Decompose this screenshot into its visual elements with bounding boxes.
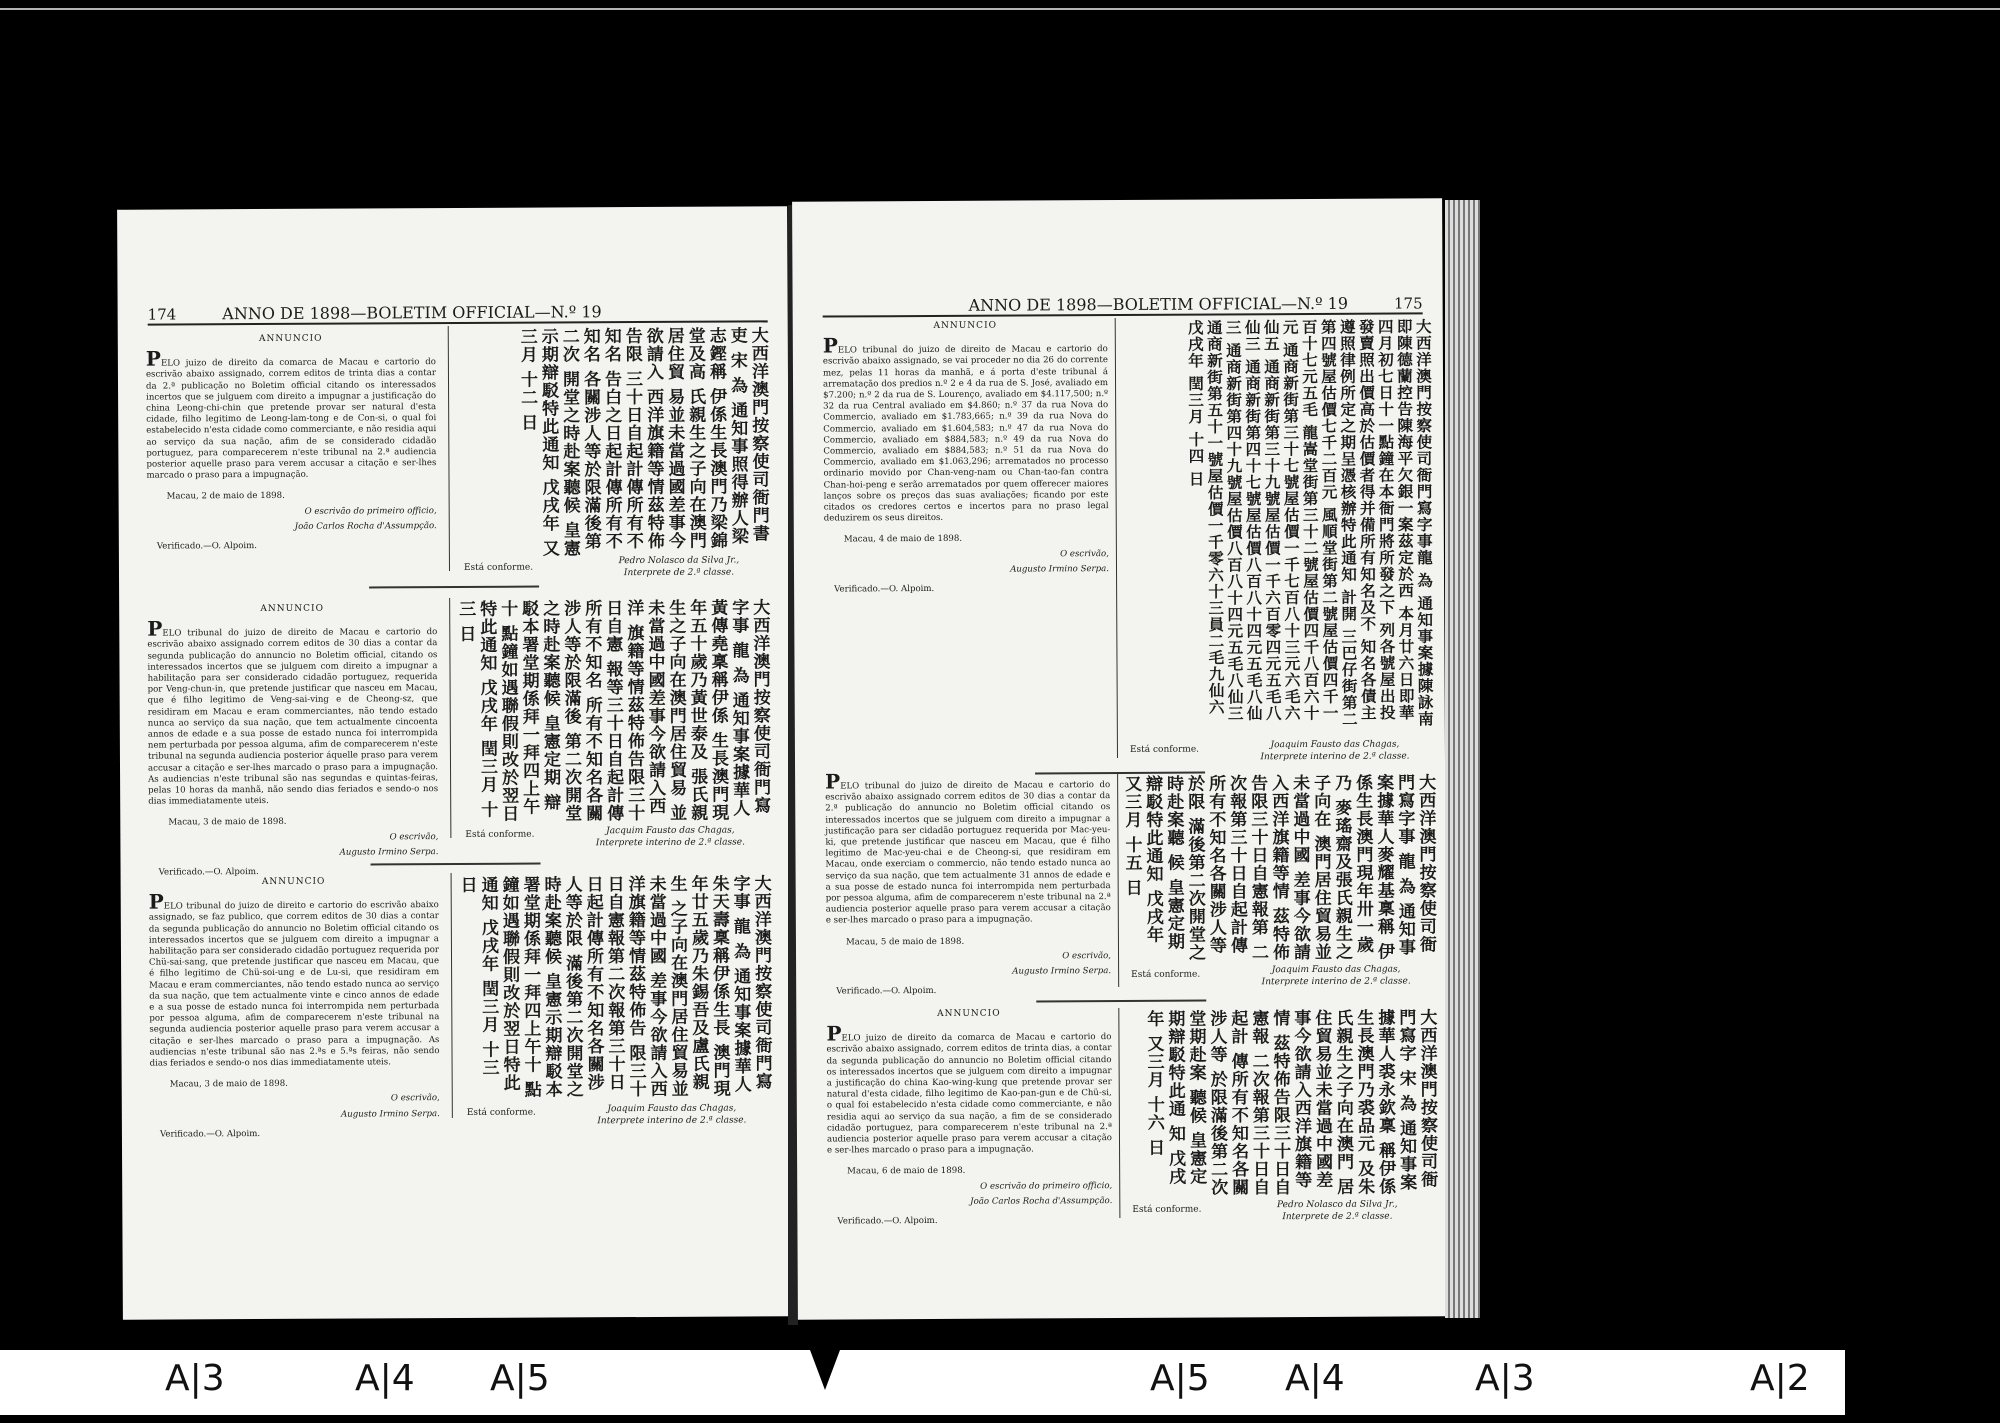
notice-title: ANNUNCIO bbox=[937, 1008, 1001, 1019]
interpreter-role: Interprete de 2.ª classe. bbox=[623, 567, 735, 579]
ruler-label: A|3 bbox=[1475, 1358, 1535, 1399]
notice-signer: João Carlos Rocha d'Assumpção. bbox=[294, 520, 437, 532]
notice-signer: Augusto Irmino Serpa. bbox=[339, 846, 439, 858]
notice-body: PELO tribunal do juizo de direito de Macau e cartorio do escrivão abaixo assignado correm editos de 30 dias a contar da segunda publicação do annuncio no Boletim official, citando os interessados incertos que se julguem com direito a impugnar a habilitação para ser considerado cidadão portuguez, requerida por Veng-chun-in, que pretende justificar que nasceu em Macau, que é filho legitimo de Veng-sai-ving e de Cheong-sz, que residiram em Macau e eram commerciantes, não tendo estado nunca ao serviço da sua nação, que tem actualmente cincoenta annos de edade e a sua posse de estado nunca foi interrompida nem perturbada por pessoa alguma, afim de comparecerem n'este tribunal na segunda audiencia posterior áquelle praso para verem accusar a citação e ser-lhes marcado o praso para a impugnação. As audiencias n'este tribunal são nas segundas e quintas-feiras, pelas 10 horas da manhã, não sendo dias feriados e sendo-o nos dias immediatamente uteis. bbox=[147, 616, 439, 807]
page-header bbox=[148, 294, 768, 325]
notice-signer: João Carlos Rocha d'Assumpção. bbox=[970, 1195, 1113, 1207]
separator-rule bbox=[1036, 1000, 1206, 1003]
ruler-label: A|3 bbox=[165, 1358, 225, 1399]
notice-role: O escrivão, bbox=[389, 831, 439, 842]
notice-portuguese bbox=[147, 603, 438, 879]
notice-verified: Verificado.—O. Alpoim. bbox=[159, 1128, 261, 1140]
notice-date: Macau, 2 de maio de 1898. bbox=[166, 491, 285, 502]
interpreter-signature bbox=[1237, 1198, 1437, 1223]
notice-body: PELO tribunal do juizo de direito de Macau e cartorio do escrivão abaixo assignado, se vai proceder no dia 26 do corrente mez, pelas 11 horas da manhã, e á porta d'este tribunal á arrematação dos predios n.º 2 e 4 da rua de S. José, avaliado em $7.200; n.º 2 da rua de S. Lourenço, avaliado em $4.117,500; n.º 32 da rua Central avaliado em $4.860; n.º 37 da rua Nova do Commercio, avaliado em $1.783,665; n.º 39 da rua Nova do Commercio, avaliado em $1.604,583; n.º 47 da rua Nova do Commercio, avaliado em $884,583; n.º 49 da rua Nova do Commercio, avaliado em $884,583; n.º 51 da rua Nova do Commercio, avaliado em $1.063,296; arrematados no processo ordinario movido por Chan-veng-nam ou Chan-tao-fan contra Chan-hoi-peng e serão arrematados por quem offerecer maiores lanços sobre os preços das suas avaliações; ficando por este citados os credores certos e incertos para no praso legal deduzirem os seus direitos. bbox=[822, 333, 1109, 524]
notice-role: O escrivão, bbox=[1060, 548, 1109, 559]
notice-date: Macau, 6 de maio de 1898. bbox=[847, 1166, 966, 1177]
page-header bbox=[823, 286, 1423, 317]
notice-title: ANNUNCIO bbox=[261, 876, 326, 888]
notice-date: Macau, 5 de maio de 1898. bbox=[845, 936, 965, 948]
interpreter-name: Jacquim Fausto das Chagas, bbox=[606, 825, 735, 837]
column-rule bbox=[1118, 1008, 1120, 1218]
column-rule bbox=[451, 873, 453, 1118]
notice-title: ANNUNCIO bbox=[258, 333, 323, 345]
conforme-label: Está conforme. bbox=[1132, 1204, 1202, 1215]
notice-signer: Augusto Irmino Serpa. bbox=[1012, 966, 1112, 977]
page-number: 175 bbox=[1393, 294, 1423, 313]
notice-verified: Verificado.—O. Alpoim. bbox=[834, 584, 935, 595]
notice-body: PELO juizo de direito da comarca de Macau e cartorio do escrivão abaixo assignado, correm editos de trinta dias a contar da 2.ª publicação no Boletim official citando os interessados incertos que se julguem com direito a impugnar a justificação do china Leong-chi-chin que pretende provar ser natural d'esta cidade, filho legitimo de Leong-lam-tong e de Con-si, o qual foi estabelecido n'esta cidade como commerciante, e não residia aqui ao serviço da sua nação, afim de se considerado cidadão portuguez, para comparecerem n'este tribunal na 2.ª audiencia posterior aquelle praso para verem accusar a citação e ser-lhes marcado o praso para a impugnação. bbox=[145, 346, 437, 481]
notice-body: PELO juizo de direito da comarca de Macau e cartorio do escrivão abaixo assignado, correm editos de trinta dias, a contar da segunda publicação do annuncio no Boletim official citando os interessados incertos que se julguem com direito a impugnar a justificação do china Kao-wing-kung que pretende provar ser natural d'esta cidade, filho legitimo de Kao-pan-gun e de Chü-si, o qual foi estabelecido n'esta cidade como commerciante, e não residia aqui ao serviço da sua nação, a fim de se considerado cidadão portuguez, para comparecerem n'este tribunal na 2.ª audiencia posterior aquelle praso para verem accusar a citação e ser-lhes marcado o praso para a impugnação. bbox=[826, 1021, 1113, 1156]
interpreter-name: Joaquim Fausto das Chagas, bbox=[607, 1103, 737, 1115]
notice-verified: Verificado.—O. Alpoim. bbox=[837, 1216, 938, 1227]
notice-date: Macau, 3 de maio de 1898. bbox=[169, 1079, 288, 1090]
ruler-label: A|5 bbox=[1150, 1358, 1210, 1399]
separator-rule bbox=[371, 863, 541, 866]
column-rule bbox=[448, 326, 450, 571]
interpreter-role: Interprete interino de 2.ª classe. bbox=[595, 837, 745, 849]
notice-title: ANNUNCIO bbox=[260, 603, 324, 615]
interpreter-role: Interprete interino de 2.ª classe. bbox=[1261, 976, 1411, 988]
conforme-label: Está conforme. bbox=[1131, 969, 1201, 980]
notice-portuguese bbox=[825, 769, 1112, 998]
header-title: ANNO DE 1898—BOLETIM OFFICIAL—N.º 19 bbox=[968, 293, 1349, 315]
notice-chinese: 大西洋澳門按察使司衙門寫字事 龍 為 通知事案據華人朱天壽稟稱伊係生長 澳門現年廿五歲乃朱錫吾及盧氏親生 之子向在澳門居住貿易並未當過中國 差事今欲請入西洋旗籍等情茲特佈告 限三十日自憲報第二次報第三十日 日起計傳所有不知名各關涉人等於限 滿後第二次開堂之時赴案聽候 皇憲示期辯駁本署堂期係拜一拜四上午十 點鐘如遇聯假則改於翌日特此通知 戊戌年 閏三月 十三 日 bbox=[456, 874, 772, 1099]
column-rule bbox=[1115, 318, 1118, 758]
ruler-label: A|5 bbox=[490, 1358, 550, 1399]
notice-portuguese bbox=[826, 1008, 1112, 1228]
right-page bbox=[792, 198, 1448, 1319]
interpreter-name: Joaquim Fausto das Chagas, bbox=[1271, 964, 1401, 976]
conforme-label: Está conforme. bbox=[466, 1107, 536, 1118]
conforme-label: Está conforme. bbox=[463, 562, 534, 573]
notice-role: O escrivão, bbox=[390, 1093, 440, 1104]
ruler-label: A|4 bbox=[1285, 1358, 1345, 1399]
left-page bbox=[117, 206, 793, 1319]
interpreter-role: Interprete interino de 2.ª classe. bbox=[1260, 751, 1410, 763]
interpreter-signature bbox=[572, 1102, 772, 1127]
interpreter-signature bbox=[589, 554, 769, 579]
notice-date: Macau, 3 de maio de 1898. bbox=[168, 817, 287, 828]
interpreter-role: Interprete interino de 2.ª classe. bbox=[597, 1115, 747, 1127]
notice-portuguese bbox=[149, 876, 440, 1141]
notice-role: O escrivão do primeiro officio, bbox=[980, 1180, 1113, 1192]
notice-verified: Verificado.—O. Alpoim. bbox=[836, 986, 937, 997]
interpreter-signature bbox=[570, 824, 770, 849]
notice-role: O escrivão, bbox=[1062, 950, 1112, 962]
notice-title: ANNUNCIO bbox=[933, 320, 998, 331]
ruler-strip bbox=[0, 1350, 1845, 1415]
interpreter-name: Pedro Nolasco da Silva Jr., bbox=[1276, 1199, 1398, 1211]
notice-chinese: 大西洋澳門按察使司衙門寫字事龍 為 通知事案據陳詠南即陳德蘭控告陳海平欠銀一案茲定於西 本月廿六日即華四月初七日十一點鐘在本衙門將所發之下 列各號屋出投發賣照出價高於估價者得并備所有知名及不 知名各債主遵照律例所定之期呈憑核辦特此通知 計開 三巴仔街第二第四號屋估價七千二百元 風順堂街第二號屋估價四千一百十七元五毛 龍嵩堂街第三十二號屋估價四千八百六十元 通商新街第三十七號屋估價一千七百八十三元六毛六仙五 通商新街第三十九號屋估價一千六百零四元五毛八仙三 通商新街第四十七號屋估價八百八十四元五毛八仙三 通商新街第四十九號屋估價八百八十四元五毛八仙三 通商新街第五十一號屋估價一千零六十三員二毛九仙六 戊戌年 閏三月 十四 日 bbox=[1185, 318, 1435, 728]
separator-rule bbox=[369, 586, 539, 589]
conforme-label: Está conforme. bbox=[1129, 744, 1200, 755]
ruler-label: A|4 bbox=[355, 1358, 415, 1399]
interpreter-signature bbox=[1235, 738, 1435, 763]
ruler-label: A|2 bbox=[1750, 1358, 1810, 1399]
interpreter-signature bbox=[1236, 963, 1436, 988]
page-number: 174 bbox=[147, 305, 177, 324]
notice-role: O escrivão do primeiro officio, bbox=[304, 505, 437, 517]
book-page-edges bbox=[1445, 200, 1480, 1318]
notice-chinese: 大西洋澳門按察使司衙門寫字事 龍 為 通知事案據華人黃傳堯稟稱伊係 生長澳門現年五十歲乃黃世泰及 張氏親生之子向在澳門居住貿易 並未當過中國差事今欲請入西洋 旗籍等情茲特佈告限三十日自憲 報等三十日自起計傳所有不知名 所有不知名各關涉人等於限滿後 第二次開堂之時赴案聽候 皇憲定期 辯駁本署堂期係拜一拜四上午十 點鐘如遇聯假則改於翌日特此通知 戊戌年 閏三月 十三 日 bbox=[455, 598, 771, 823]
notice-date: Macau, 4 de maio de 1898. bbox=[843, 534, 963, 545]
header-title: ANNO DE 1898—BOLETIM OFFICIAL—N.º 19 bbox=[222, 302, 602, 324]
notice-body: PELO tribunal do juizo de direito e cartorio do escrivão abaixo assignado, se faz publico, que correm editos de 30 dias a contar da segunda publicação do annuncio no Boletim official citando os interessados incertos que se julguem com direito a impugnar a habilitação para ser considerado cidadão portuguez requerida por Chü-sai-sang, que pretende justificar que nasceu em Macau, que é filho legitimo de Chü-soi-ung e de Lu-si, que residiram em Macau e eram commerciantes, não tendo estado nunca ao serviço da sua nação, que tem actualmente vinte e cinco annos de edade e a sua posse de estado nunca foi interrompida nem perturbada por pessoa alguma, afim de comparecerem n'este tribunal na segunda audiencia posterior aquelle praso para verem accusar a citação e ser-lhes marcado o praso para a impugnação. As audiencias n'este tribunal são nas 2.ªs e 5.ªs feiras, não sendo dias feriados e sendo-o nos dias immediatamente uteis. bbox=[148, 889, 440, 1069]
notice-verified: Verificado.—O. Alpoim. bbox=[158, 867, 259, 878]
notice-body: PELO tribunal do juizo de direito de Macau e cartorio do escrivão abaixo assignado correm editos de 30 dias a contar da 2.ª publicação do annuncio no Boletim official citando os interessados incertos que se julguem com direito a impugnar a justificação para ser cidadão portuguez requerida por Mac-yeu-ki, que pretende justificar que nasceu em Macau, que é filho legitimo de Mac-yeu-chai e de Cheong-si, que residiram em Macau, onde exerciam o commercio, não tendo estado nunca ao serviço da sua nação, que tem actualmente 31 annos de edade e a sua posse de estado nunca foi interrompida nem perturbada por pessoa alguma, afim de comparecerem n'este tribunal na 2.ª audiencia posterior aquelle praso para verem accusar a citação e ser-lhes marcado o praso para a impugnação. bbox=[825, 769, 1111, 926]
interpreter-name: Pedro Nolasco da Silva Jr., bbox=[618, 555, 740, 567]
notice-signer: Augusto Irmino Serpa. bbox=[1010, 563, 1110, 575]
notice-portuguese bbox=[146, 333, 437, 553]
top-edge-line bbox=[0, 8, 2000, 10]
notice-verified: Verificado.—O. Alpoim. bbox=[156, 541, 258, 552]
notice-portuguese bbox=[823, 320, 1109, 596]
interpreter-name: Joaquim Fausto das Chagas, bbox=[1270, 739, 1400, 751]
notice-signer: Augusto Irmino Serpa. bbox=[340, 1108, 440, 1120]
notice-chinese: 大西洋澳門按察使司衙門寫字事 龍 為 通知事案據華人麥耀基稟稱 伊係生長澳門現年卅一歲乃 麥瑤齋及張氏親生之子向在 澳門居住貿易並未當過中國 差事今欲請入西洋旗籍等情 茲特佈告限三十日自憲報第 二次報第三十日自起計傳 所有不知名各關涉人等於限 滿後第二次開堂之時赴案聽 候 皇憲定期辯駁特此通知 戊戌年 又三月 十五 日 bbox=[1121, 773, 1437, 962]
notice-chinese: 大西洋澳門按察使司衙門寫字 宋 為 通知事案據華人裘永欽稟 稱伊係生長澳門乃裘品元 及朱氏親生之子向在澳門 居住貿易並未當過中國差 事今欲請入西洋旗籍等情 茲特佈告限三十日自憲報 二次報第三十日自起計 傳所有不知名各關涉人等 於限滿後第二次堂期赴案 聽候 皇憲定期辯駁特此通 知 戊戌年 又三月 十六 日 bbox=[1143, 1008, 1438, 1197]
column-rule bbox=[1117, 772, 1119, 987]
conforme-label: Está conforme. bbox=[465, 829, 535, 840]
interpreter-role: Interprete de 2.ª classe. bbox=[1282, 1211, 1393, 1223]
notice-chinese: 大西洋澳門按察使司衙門書吏 宋 為 通知事照得辦人梁志鏗稱 伊係生長澳門乃梁錦堂及高 氏親生之子向在澳門居住貿 易並未當過國差事今欲請入 西洋旗籍等情茲特佈告限 三十日自起計傳所有不知名 告白之日起計傳所有不知名 各關涉人等於限滿後第二次 開堂之時赴案聽候 皇憲示期辯駁特此通知 戊戌年 又三月 十二 日 bbox=[516, 326, 769, 558]
column-rule bbox=[449, 598, 451, 838]
